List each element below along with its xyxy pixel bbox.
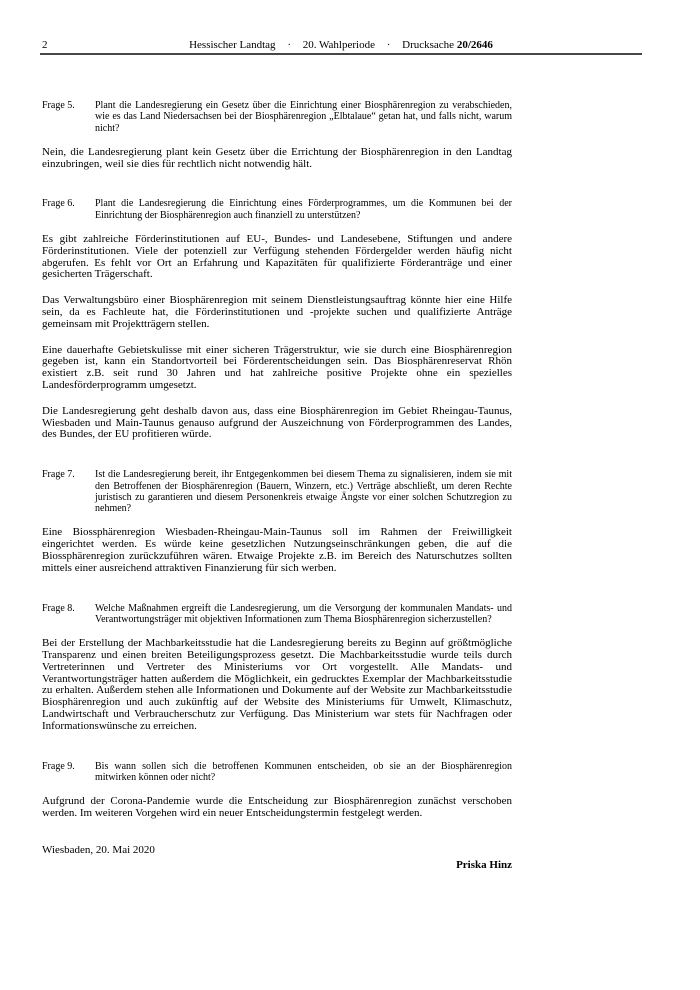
document-footer [42,844,512,871]
question-block [42,198,512,221]
answer-paragraph: Bei der Erstellung der Machbarkeitsstudie hat die Landesregierung bereits zu Beginn auf größtmögliche Transparenz und einen breiten Beteiligungsprozess gesetzt. Die Machbarkeitsstudie wurde teils durch Vertreterinnen und Vertreter des Ministeriums vor Ort vorgestellt. Alle Mandats- und Verantwortungsträger hatten außerdem die Möglichkeit, ein gedrucktes Exemplar der Machbarkeitsstudie zu erhalten. Außerdem stehen alle Informationen und Dokumente auf der Website zur Machbarkeitsstudie Biosphärenregion und auch zukünftig auf der Website des Ministeriums für Umwelt, Klimaschutz, Landwirtschaft und Verbraucherschutz zur Verfügung. Das Ministerium war stets für Nachfragen oder Informationswünsche zu erreichen. [42,637,512,732]
signature-name: Priska Hinz [456,858,512,871]
question-label: Frage 9. [42,760,75,772]
question-label: Frage 5. [42,100,75,111]
answer-paragraph: Eine dauerhafte Gebietskulisse mit einer sicheren Trägerstruktur, wie sie durch eine Biosphärenregion gegeben ist, kann ein Standortvorteil bei Förderentscheidungen sein. Das Biosphärenreservat Rhön existiert z.B. seit rund 30 Jahren und hat zahlreiche positive Projekte ohne ein spezielles Landesförderprogramm umgesetzt. [42,343,512,392]
header-separator: · [287,39,291,51]
answer-paragraph: Eine Biossphärenregion Wiesbaden-Rheingau-Main-Taunus soll im Rahmen der Freiwilligkeit eingerichtet werden. Es würde keine gesetzlichen Nutzungseinschränkungen geben, die auf die Biossphärenregion zurückzuführen wären. Etwaige Projekte z.B. im Bereich des Naturschutzes sollten mittels einer ausreichend attraktiven Finanzierung für sich werben. [42,526,512,574]
question-block [42,469,512,514]
doc-label: Drucksache [402,39,455,51]
header-doc-reference [402,39,493,51]
question-label: Frage 8. [42,602,75,614]
question-block [42,603,512,626]
question-text: Plant die Landesregierung ein Gesetz über die Einrichtung einer Biosphärenregion zu verabschieden, wie es das Land Niedersachsen bei der Biosphärenregion „Elbtalaue“ getan hat, und falls nicht, warum nicht? [95,100,512,134]
header-rule [40,53,642,55]
question-answer-section [42,603,512,733]
question-label: Frage 7. [42,469,75,481]
answer-paragraph: Aufgrund der Corona-Pandemie wurde die Entscheidung zur Biosphärenregion zunächst verschoben werden. Im weiteren Vorgehen wird ein neuer Entscheidungstermin festgelegt werden. [42,795,512,819]
header-title [40,39,642,52]
header-separator: · [386,39,391,51]
page-header [40,39,642,52]
question-block [42,100,512,134]
answer-paragraph: Die Landesregierung geht deshalb davon aus, dass eine Biosphärenregion im Gebiet Rheingau-Taunus, Wiesbaden und Main-Taunus genauso aufgrund der Auszeichnung von Förderprogrammen des Landes, des Bundes, der EU profitieren würde. [42,404,512,441]
answer-paragraph: Es gibt zahlreiche Förderinstitutionen auf EU-, Bundes- und Landesebene, Stiftungen und andere Förderinstitutionen. Viele der potenziell zur Verfügung stehenden Fördergelder werden häufig nicht abgerufen. Es fehlt vor Ort an Erfahrung und Kapazitäten für qualifizierte Förderanträge und einer gesicherten Trägerschaft. [42,233,512,281]
answer-paragraph: Das Verwaltungsbüro einer Biosphärenregion mit seinem Dienstleistungsauftrag könnte hier eine Hilfe sein, da es Fachleute hat, die Förderinstitutionen und -projekte suchen und qualifizierte Anträge gemeinsam mit Projektträgern stellen. [42,294,512,330]
question-block [42,761,512,784]
place-date: Wiesbaden, 20. Mai 2020 [42,843,155,856]
question-answer-list [42,100,512,820]
question-label: Frage 6. [42,198,75,210]
answer-paragraph: Nein, die Landesregierung plant kein Gesetz über die Errichtung der Biosphärenregion in den Landtag einzubringen, weil sie dies für rechtlich nicht notwendig hält. [42,145,512,170]
question-text: Welche Maßnahmen ergreift die Landesregierung, um die Versorgung der kommunalen Mandats- und Verantwortungsträger mit objektiven Informationen zum Thema Biosphärenregion sicherzustellen? [95,602,512,625]
question-text: Bis wann sollen sich die betroffenen Kommunen entscheiden, ob sie an der Biosphärenregion mitwirken können oder nicht? [95,760,512,783]
question-answer-section [42,198,512,441]
question-answer-section [42,100,512,170]
question-answer-section [42,761,512,820]
doc-number: 20/2646 [456,39,493,51]
question-answer-section [42,469,512,574]
document-body [42,72,512,871]
header-institution: Hessischer Landtag [189,39,276,51]
page-number: 2 [42,39,48,51]
header-legislative-period: 20. Wahlperiode [302,39,375,51]
question-text: Ist die Landesregierung bereit, ihr Entgegenkommen bei diesem Thema zu signalisieren, indem sie mit den Betroffenen der Biosphärenregion (Bauern, Winzern, etc.) Verträge abschließt, um deren Rechte juristisch zu garantieren und diesem Personenkreis etwaige Ängste vor einer solchen Schutzregion zu nehmen? [95,469,512,515]
question-text: Plant die Landesregierung die Einrichtung eines Förderprogrammes, um die Kommunen bei der Einrichtung der Biosphärenregion auch finanziell zu unterstützen? [95,198,512,221]
